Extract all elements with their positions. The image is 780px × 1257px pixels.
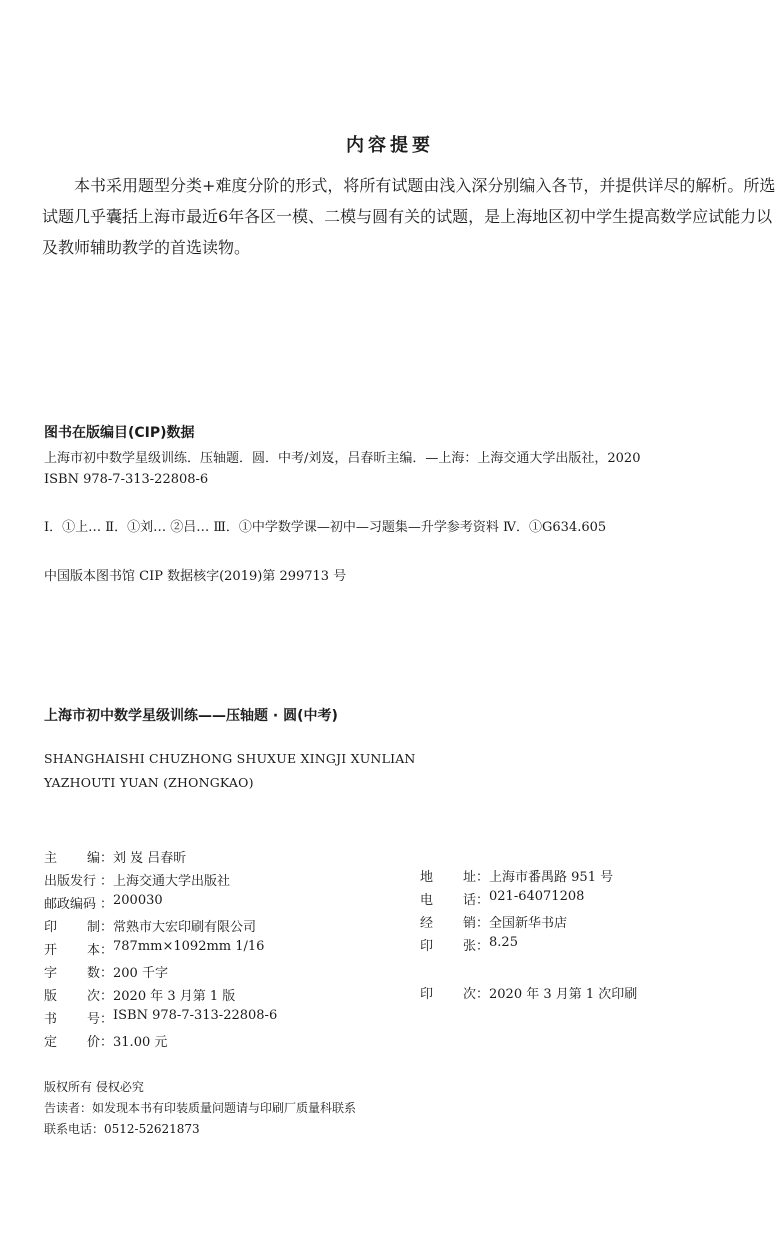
info-publisher bbox=[44, 870, 230, 889]
info-address bbox=[420, 866, 613, 885]
colon: ： bbox=[100, 1035, 114, 1050]
colon: ： bbox=[100, 920, 114, 935]
reader-notice: 告读者：如发现本书有印装质量问题请与印刷厂质量科联系 bbox=[44, 1101, 357, 1115]
info-phone bbox=[420, 889, 584, 908]
info-label bbox=[420, 912, 476, 931]
cip-line-classification: Ⅰ．①上… Ⅱ．①刘… ②吕… Ⅲ．①中学数学课—初中—习题集—升学参考资料 Ⅳ．①G634.605 bbox=[44, 520, 607, 535]
label-text: 电 话 bbox=[420, 893, 476, 908]
info-value: 200 千字 bbox=[113, 966, 168, 981]
info-value: ISBN 978-7-313-22808-6 bbox=[113, 1008, 278, 1023]
info-editor bbox=[44, 847, 186, 866]
copyright-notice: 版权所有 侵权必究 bbox=[44, 1080, 144, 1094]
colon: ： bbox=[476, 893, 490, 908]
cip-line-1: 上海市初中数学星级训练．压轴题．圆．中考/刘岌，吕春昕主编．—上海：上海交通大学出版社，2020 bbox=[44, 451, 641, 466]
info-printed-sheets bbox=[420, 935, 518, 954]
colon: ： bbox=[476, 916, 490, 931]
summary-title: 内容提要 bbox=[346, 135, 434, 156]
info-label bbox=[44, 847, 100, 866]
label-text: 经 销 bbox=[420, 916, 476, 931]
info-price bbox=[44, 1031, 167, 1050]
label-text: 邮政编码 bbox=[44, 897, 97, 912]
cip-line-isbn: ISBN 978-7-313-22808-6 bbox=[44, 472, 209, 487]
info-distributor bbox=[420, 912, 567, 931]
info-printing bbox=[420, 983, 637, 1002]
info-label bbox=[420, 935, 476, 954]
label-text: 定 价 bbox=[44, 1035, 100, 1050]
info-label bbox=[44, 1008, 100, 1027]
info-label bbox=[44, 962, 100, 981]
colon: ： bbox=[476, 987, 490, 1002]
label-text: 版 次 bbox=[44, 989, 100, 1004]
label-text: 印 张 bbox=[420, 939, 476, 954]
summary-text: 本书采用题型分类+难度分阶的形式，将所有试题由浅入深分别编入各节，并提供详尽的解析。所选试题几乎囊括上海市最近6年各区一模、二模与圆有关的试题，是上海地区初中学生提高数学应试能力以及教师辅助教学的首选读物。 bbox=[42, 176, 776, 257]
label-text: 出版发行 bbox=[44, 874, 97, 889]
colon: ： bbox=[100, 851, 114, 866]
info-book-number bbox=[44, 1008, 277, 1027]
cip-title: 图书在版编目(CIP)数据 bbox=[44, 425, 195, 441]
colon: ： bbox=[476, 870, 490, 885]
info-label bbox=[44, 939, 100, 958]
info-label bbox=[420, 889, 476, 908]
colon: ： bbox=[100, 1012, 114, 1027]
info-printer bbox=[44, 916, 256, 935]
info-label bbox=[44, 870, 100, 889]
info-value: 31.00 元 bbox=[113, 1035, 168, 1050]
info-value: 上海交通大学出版社 bbox=[113, 874, 231, 889]
label-text: 字 数 bbox=[44, 966, 100, 981]
info-label bbox=[44, 1031, 100, 1050]
label-text: 印 制 bbox=[44, 920, 100, 935]
colon: ： bbox=[100, 966, 114, 981]
info-value: 200030 bbox=[113, 893, 163, 908]
label-text: 地 址 bbox=[420, 870, 476, 885]
colon: ： bbox=[100, 874, 114, 889]
cip-line-record: 中国版本图书馆 CIP 数据核字(2019)第 299713 号 bbox=[44, 569, 347, 584]
book-title: 上海市初中数学星级训练——压轴题 · 圆(中考) bbox=[44, 708, 338, 724]
info-value: 8.25 bbox=[489, 935, 518, 950]
info-value: 021-64071208 bbox=[489, 889, 585, 904]
label-text: 开 本 bbox=[44, 943, 100, 958]
contact-phone: 联系电话：0512-52621873 bbox=[44, 1122, 200, 1136]
colon: ： bbox=[476, 939, 490, 954]
info-label bbox=[44, 916, 100, 935]
info-label bbox=[44, 893, 100, 912]
info-value: 787mm×1092mm 1/16 bbox=[113, 939, 265, 954]
book-title-pinyin-1: SHANGHAISHI CHUZHONG SHUXUE XINGJI XUNLIAN bbox=[44, 751, 416, 766]
book-title-pinyin-2: YAZHOUTI YUAN (ZHONGKAO) bbox=[44, 775, 254, 790]
info-value: 刘 岌 吕春昕 bbox=[113, 851, 187, 866]
info-label bbox=[420, 983, 476, 1002]
info-label bbox=[44, 985, 100, 1004]
info-value: 2020 年 3 月第 1 版 bbox=[113, 989, 236, 1004]
colon: ： bbox=[100, 897, 114, 912]
info-value: 全国新华书店 bbox=[489, 916, 568, 931]
info-value: 上海市番禺路 951 号 bbox=[489, 870, 614, 885]
colon: ： bbox=[100, 943, 114, 958]
label-text: 书 号 bbox=[44, 1012, 100, 1027]
info-label bbox=[420, 866, 476, 885]
label-text: 主 编 bbox=[44, 851, 100, 866]
info-value: 常熟市大宏印刷有限公司 bbox=[113, 920, 257, 935]
info-postcode bbox=[44, 893, 163, 912]
info-format bbox=[44, 939, 264, 958]
info-word-count bbox=[44, 962, 168, 981]
colon: ： bbox=[100, 989, 114, 1004]
label-text: 印 次 bbox=[420, 987, 476, 1002]
info-edition bbox=[44, 985, 235, 1004]
info-value: 2020 年 3 月第 1 次印刷 bbox=[489, 987, 638, 1002]
summary-paragraph bbox=[42, 170, 780, 263]
